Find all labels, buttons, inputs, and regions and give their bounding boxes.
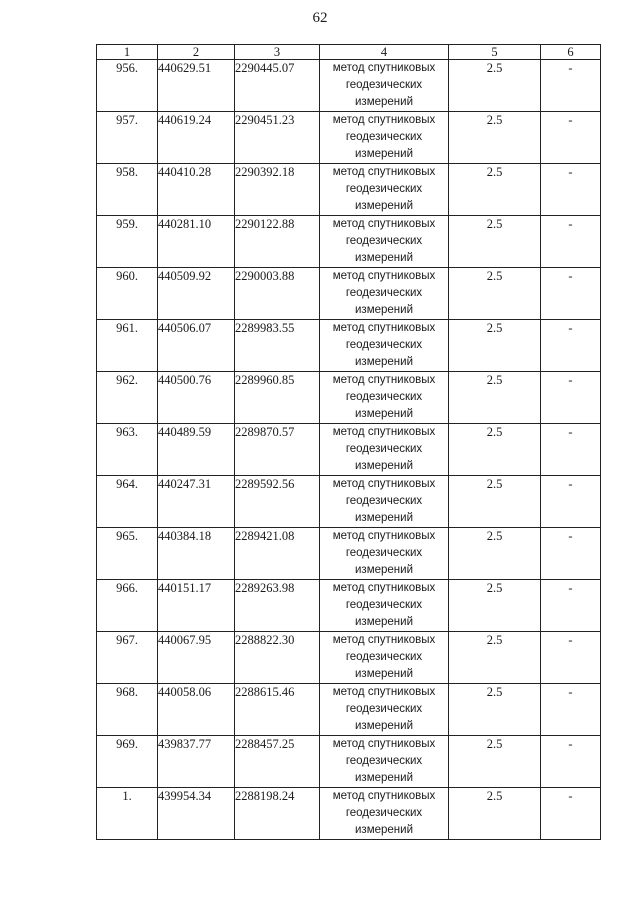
- note-cell: -: [541, 372, 601, 424]
- y-coordinate-cell: 2289421.08: [235, 528, 320, 580]
- method-line: измерений: [355, 252, 413, 264]
- point-number-cell: 967.: [97, 632, 158, 684]
- table-row: [97, 424, 601, 476]
- method-cell: [320, 164, 449, 216]
- method-line: метод спутниковых: [332, 114, 436, 126]
- method-line: измерений: [355, 460, 413, 472]
- note-cell: -: [541, 684, 601, 736]
- method-line: метод спутниковых: [332, 218, 436, 230]
- table-header: [97, 45, 601, 60]
- method-line: метод спутниковых: [332, 686, 436, 698]
- method-line: геодезических: [345, 599, 423, 611]
- table-row: [97, 216, 601, 268]
- accuracy-cell: 2.5: [449, 476, 541, 528]
- method-line: метод спутниковых: [332, 374, 436, 386]
- point-number-cell: 959.: [97, 216, 158, 268]
- point-number-cell: 957.: [97, 112, 158, 164]
- method-line: геодезических: [345, 703, 423, 715]
- note-cell: -: [541, 320, 601, 372]
- method-cell: [320, 112, 449, 164]
- header-row: [97, 45, 601, 60]
- method-cell: [320, 736, 449, 788]
- method-cell: [320, 216, 449, 268]
- point-number-cell: 968.: [97, 684, 158, 736]
- method-line: измерений: [355, 564, 413, 576]
- accuracy-cell: 2.5: [449, 684, 541, 736]
- x-coordinate-cell: 440384.18: [158, 528, 235, 580]
- method-line: метод спутниковых: [332, 166, 436, 178]
- method-line: метод спутниковых: [332, 426, 436, 438]
- method-cell: [320, 580, 449, 632]
- note-cell: -: [541, 424, 601, 476]
- method-line: метод спутниковых: [332, 790, 436, 802]
- accuracy-cell: 2.5: [449, 424, 541, 476]
- table-row: [97, 476, 601, 528]
- column-header-2: 2: [158, 45, 235, 60]
- method-line: геодезических: [345, 547, 423, 559]
- table-row: [97, 164, 601, 216]
- table-row: [97, 112, 601, 164]
- note-cell: -: [541, 164, 601, 216]
- page-number: 62: [312, 10, 328, 26]
- x-coordinate-cell: 440151.17: [158, 580, 235, 632]
- y-coordinate-cell: 2290445.07: [235, 60, 320, 112]
- y-coordinate-cell: 2288457.25: [235, 736, 320, 788]
- point-number-cell: 969.: [97, 736, 158, 788]
- point-number-cell: 958.: [97, 164, 158, 216]
- method-line: метод спутниковых: [332, 322, 436, 334]
- x-coordinate-cell: 440067.95: [158, 632, 235, 684]
- method-cell: [320, 60, 449, 112]
- method-line: метод спутниковых: [332, 530, 436, 542]
- accuracy-cell: 2.5: [449, 580, 541, 632]
- y-coordinate-cell: 2289592.56: [235, 476, 320, 528]
- x-coordinate-cell: 440500.76: [158, 372, 235, 424]
- point-number-cell: 961.: [97, 320, 158, 372]
- point-number-cell: 962.: [97, 372, 158, 424]
- method-line: геодезических: [345, 131, 423, 143]
- column-header-1: 1: [97, 45, 158, 60]
- accuracy-cell: 2.5: [449, 372, 541, 424]
- table-row: [97, 736, 601, 788]
- y-coordinate-cell: 2288822.30: [235, 632, 320, 684]
- table-row: [97, 684, 601, 736]
- method-cell: [320, 372, 449, 424]
- method-line: геодезических: [345, 79, 423, 91]
- column-header-5: 5: [449, 45, 541, 60]
- accuracy-cell: 2.5: [449, 60, 541, 112]
- accuracy-cell: 2.5: [449, 164, 541, 216]
- column-header-6: 6: [541, 45, 601, 60]
- method-line: метод спутниковых: [332, 582, 436, 594]
- table-row: [97, 268, 601, 320]
- method-line: измерений: [355, 720, 413, 732]
- accuracy-cell: 2.5: [449, 632, 541, 684]
- table-row: [97, 372, 601, 424]
- table-row: [97, 528, 601, 580]
- x-coordinate-cell: 440058.06: [158, 684, 235, 736]
- y-coordinate-cell: 2290451.23: [235, 112, 320, 164]
- method-line: измерений: [355, 96, 413, 108]
- method-line: измерений: [355, 200, 413, 212]
- point-number-cell: 956.: [97, 60, 158, 112]
- x-coordinate-cell: 440410.28: [158, 164, 235, 216]
- method-cell: [320, 320, 449, 372]
- y-coordinate-cell: 2289960.85: [235, 372, 320, 424]
- note-cell: -: [541, 580, 601, 632]
- method-line: геодезических: [345, 807, 423, 819]
- note-cell: -: [541, 112, 601, 164]
- method-cell: [320, 268, 449, 320]
- note-cell: -: [541, 60, 601, 112]
- table-body: [97, 60, 601, 840]
- accuracy-cell: 2.5: [449, 736, 541, 788]
- accuracy-cell: 2.5: [449, 216, 541, 268]
- method-cell: [320, 528, 449, 580]
- x-coordinate-cell: 440247.31: [158, 476, 235, 528]
- method-line: измерений: [355, 408, 413, 420]
- method-line: геодезических: [345, 391, 423, 403]
- x-coordinate-cell: 440509.92: [158, 268, 235, 320]
- y-coordinate-cell: 2290122.88: [235, 216, 320, 268]
- x-coordinate-cell: 440281.10: [158, 216, 235, 268]
- method-line: геодезических: [345, 755, 423, 767]
- method-cell: [320, 424, 449, 476]
- method-line: геодезических: [345, 287, 423, 299]
- method-line: измерений: [355, 304, 413, 316]
- point-number-cell: 963.: [97, 424, 158, 476]
- note-cell: -: [541, 788, 601, 840]
- accuracy-cell: 2.5: [449, 112, 541, 164]
- table-row: [97, 788, 601, 840]
- column-header-3: 3: [235, 45, 320, 60]
- method-cell: [320, 476, 449, 528]
- y-coordinate-cell: 2288198.24: [235, 788, 320, 840]
- method-line: измерений: [355, 772, 413, 784]
- y-coordinate-cell: 2288615.46: [235, 684, 320, 736]
- y-coordinate-cell: 2290392.18: [235, 164, 320, 216]
- method-line: геодезических: [345, 183, 423, 195]
- note-cell: -: [541, 268, 601, 320]
- accuracy-cell: 2.5: [449, 320, 541, 372]
- method-cell: [320, 632, 449, 684]
- accuracy-cell: 2.5: [449, 268, 541, 320]
- method-line: измерений: [355, 824, 413, 836]
- note-cell: -: [541, 216, 601, 268]
- method-line: метод спутниковых: [332, 270, 436, 282]
- x-coordinate-cell: 440619.24: [158, 112, 235, 164]
- method-line: измерений: [355, 512, 413, 524]
- method-line: измерений: [355, 356, 413, 368]
- x-coordinate-cell: 439954.34: [158, 788, 235, 840]
- accuracy-cell: 2.5: [449, 528, 541, 580]
- point-number-cell: 960.: [97, 268, 158, 320]
- point-number-cell: 965.: [97, 528, 158, 580]
- note-cell: -: [541, 528, 601, 580]
- method-line: геодезических: [345, 443, 423, 455]
- x-coordinate-cell: 439837.77: [158, 736, 235, 788]
- y-coordinate-cell: 2290003.88: [235, 268, 320, 320]
- y-coordinate-cell: 2289983.55: [235, 320, 320, 372]
- x-coordinate-cell: 440506.07: [158, 320, 235, 372]
- note-cell: -: [541, 736, 601, 788]
- method-line: метод спутниковых: [332, 634, 436, 646]
- method-cell: [320, 684, 449, 736]
- note-cell: -: [541, 476, 601, 528]
- accuracy-cell: 2.5: [449, 788, 541, 840]
- point-number-cell: 966.: [97, 580, 158, 632]
- x-coordinate-cell: 440629.51: [158, 60, 235, 112]
- method-line: геодезических: [345, 339, 423, 351]
- point-number-cell: 964.: [97, 476, 158, 528]
- table-row: [97, 320, 601, 372]
- method-line: измерений: [355, 148, 413, 160]
- column-header-4: 4: [320, 45, 449, 60]
- method-line: метод спутниковых: [332, 62, 436, 74]
- method-line: геодезических: [345, 235, 423, 247]
- table-row: [97, 580, 601, 632]
- method-line: геодезических: [345, 651, 423, 663]
- method-line: измерений: [355, 616, 413, 628]
- table-row: [97, 632, 601, 684]
- method-line: метод спутниковых: [332, 478, 436, 490]
- method-line: геодезических: [345, 495, 423, 507]
- table-row: [97, 60, 601, 112]
- method-line: метод спутниковых: [332, 738, 436, 750]
- note-cell: -: [541, 632, 601, 684]
- coordinates-table: [96, 44, 601, 840]
- y-coordinate-cell: 2289263.98: [235, 580, 320, 632]
- method-line: измерений: [355, 668, 413, 680]
- point-number-cell: 1.: [97, 788, 158, 840]
- method-cell: [320, 788, 449, 840]
- y-coordinate-cell: 2289870.57: [235, 424, 320, 476]
- x-coordinate-cell: 440489.59: [158, 424, 235, 476]
